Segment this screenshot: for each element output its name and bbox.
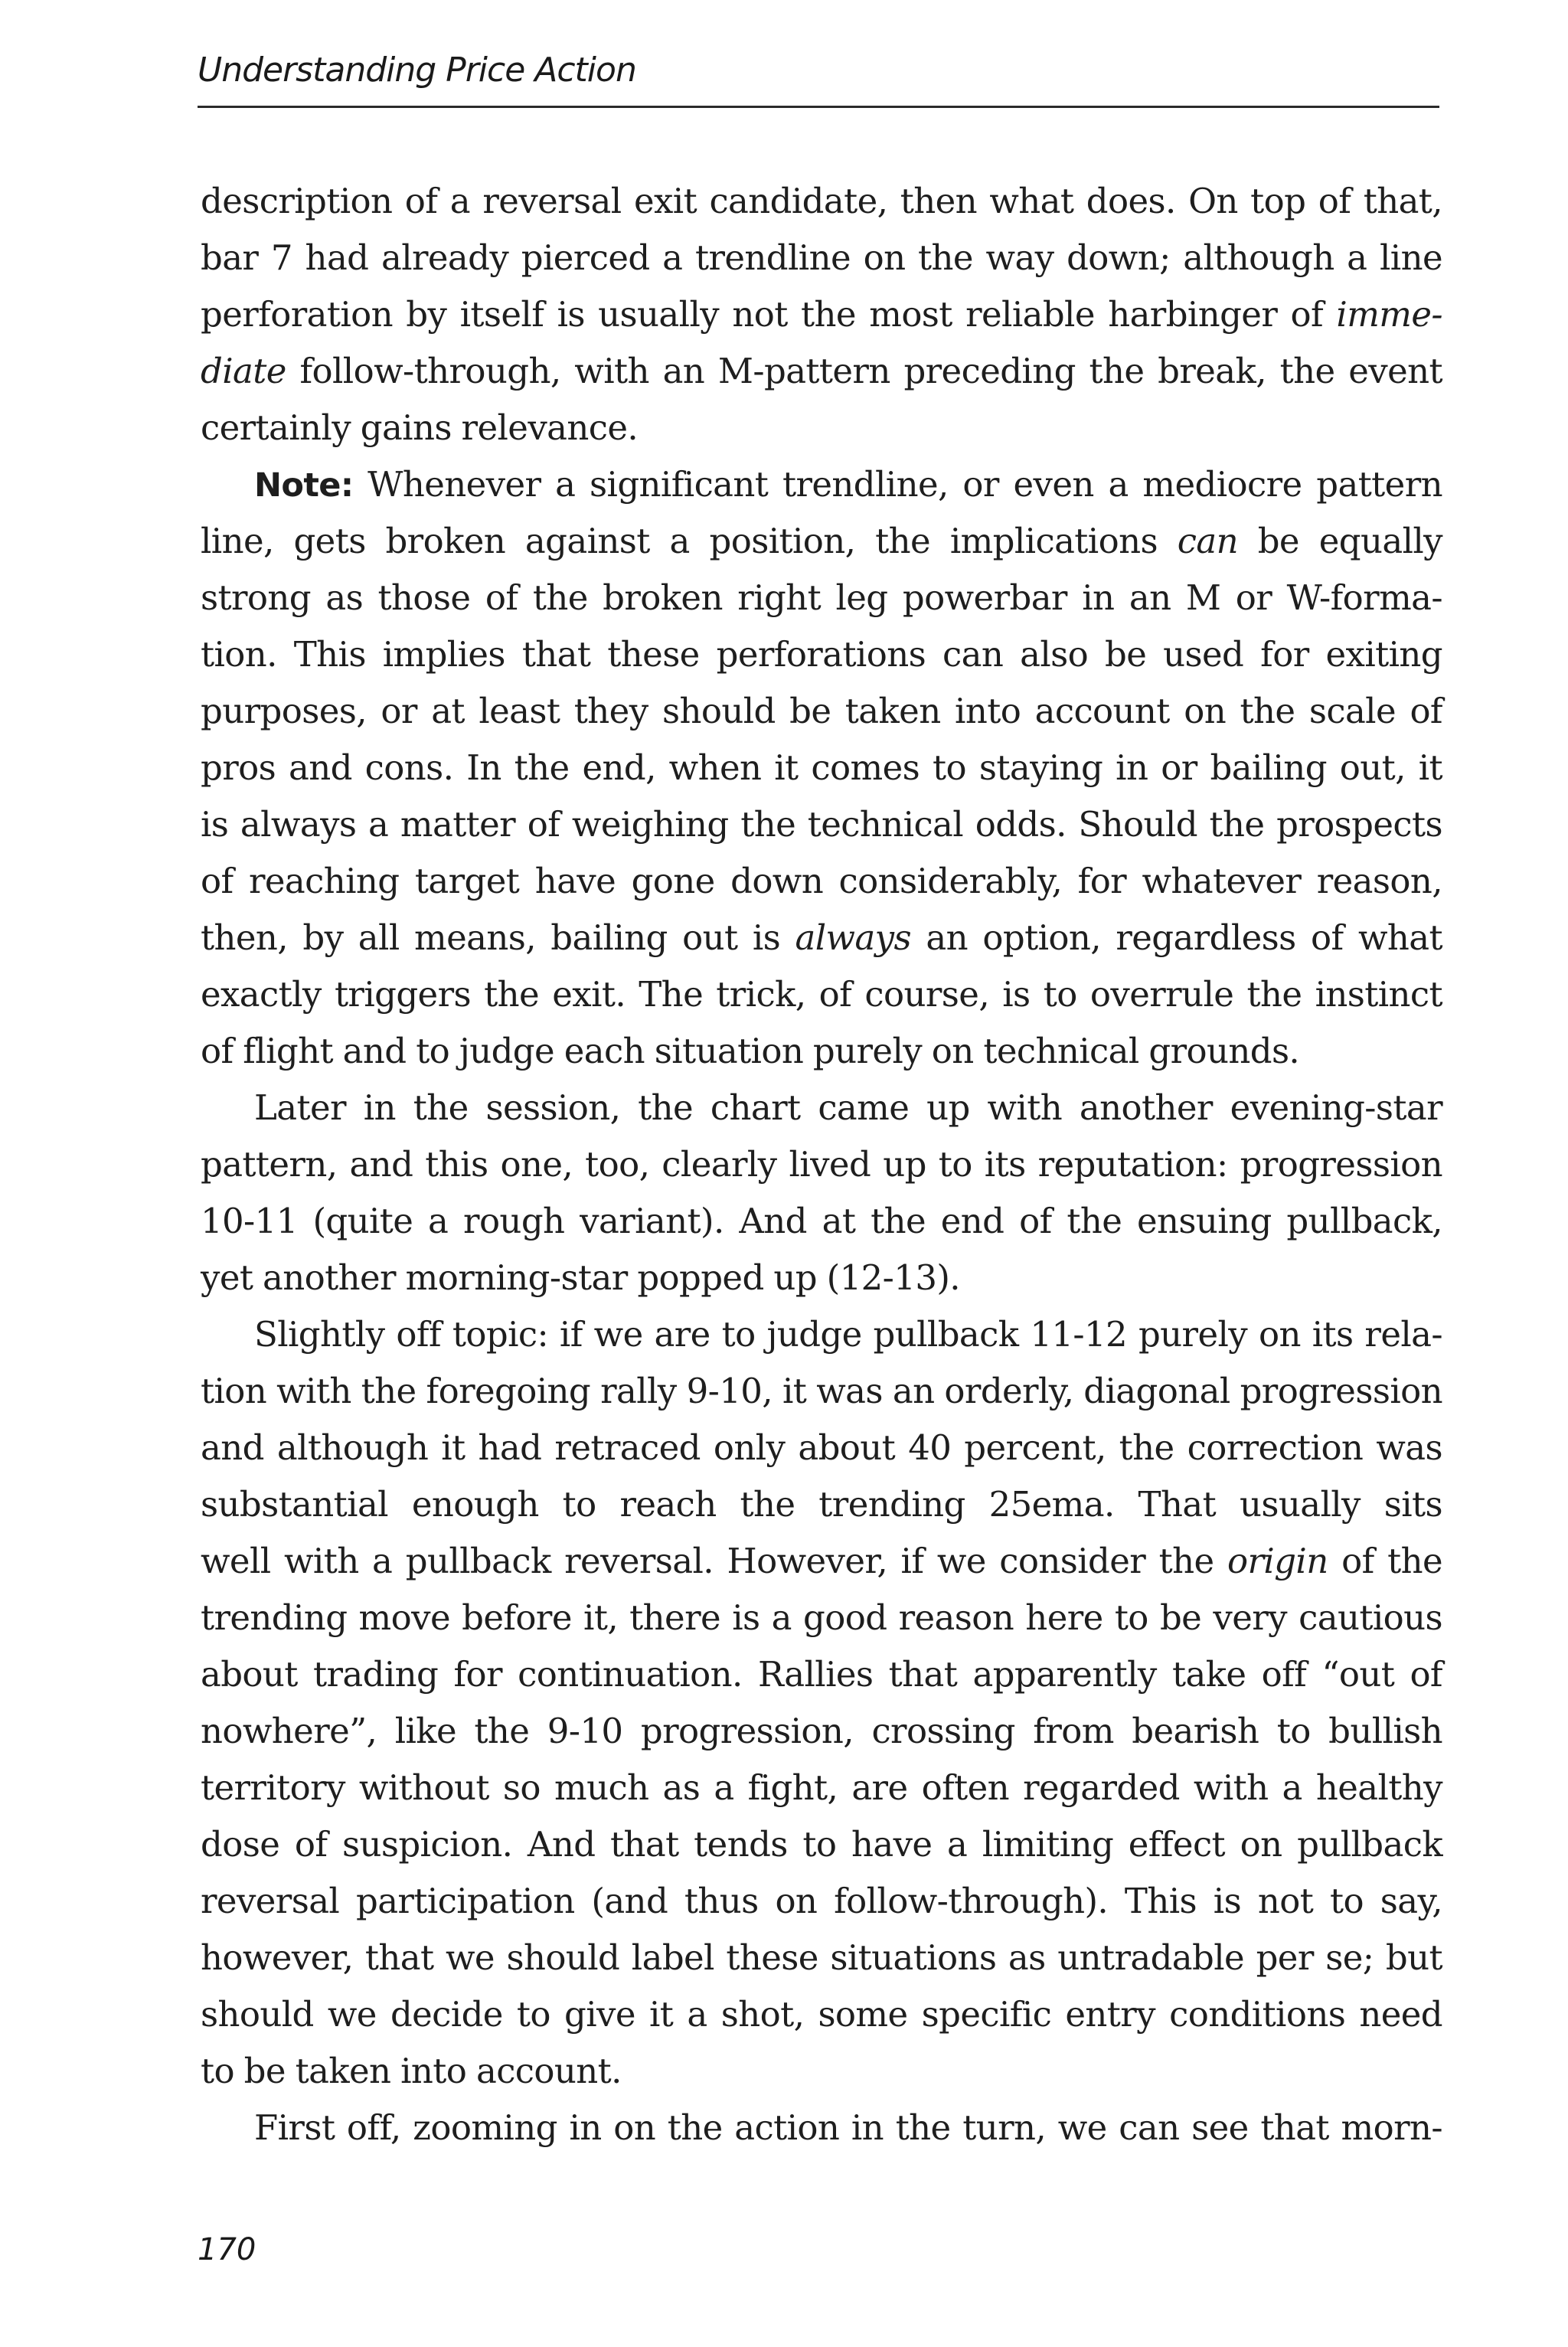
text-span: an option, regardless of what <box>911 917 1442 958</box>
text-line: substantial enough to reach the trending 25ema. That usually sits <box>201 1484 1442 1525</box>
text-span: line, gets broken against a position, the implications <box>201 521 1178 561</box>
text-line: of flight and to judge each situation purely on technical grounds. <box>201 1031 1300 1071</box>
text-line: certainly gains relevance. <box>201 407 639 448</box>
text-span: then, by all means, bailing out is <box>201 917 795 958</box>
note-label: Note: <box>254 466 354 505</box>
text-line: bar 7 had already pierced a trendline on the way down; although a line <box>201 237 1442 278</box>
italic-span: origin <box>1227 1541 1328 1581</box>
text-line: strong as those of the broken right leg powerbar in an M or W-forma- <box>201 577 1442 618</box>
text-line: and although it had retraced only about 40 percent, the correction was <box>201 1427 1442 1468</box>
italic-span: imme- <box>1336 294 1442 335</box>
text-line: First off, zooming in on the action in the turn, we can see that morn- <box>254 2107 1442 2148</box>
text-span: well with a pullback reversal. However, if we consider the <box>201 1541 1228 1581</box>
text-span: of the <box>1328 1541 1442 1581</box>
body-text <box>201 173 1442 2156</box>
text-line: to be taken into account. <box>201 2051 622 2091</box>
text-line: yet another morning-star popped up (12-13). <box>201 1257 961 1298</box>
text-line: nowhere”, like the 9-10 progression, crossing from bearish to bullish <box>201 1711 1442 1751</box>
text-line: pros and cons. In the end, when it comes to staying in or bailing out, it <box>201 747 1442 788</box>
text-line: about trading for continuation. Rallies that apparently take off “out of <box>201 1654 1442 1695</box>
text-line <box>201 1533 1442 1590</box>
text-line: Slightly off topic: if we are to judge pullback 11-12 purely on its rela- <box>254 1314 1442 1355</box>
text-line: trending move before it, there is a good reason here to be very cautious <box>201 1597 1442 1638</box>
text-span: perforation by itself is usually not the most reliable harbinger of <box>201 294 1324 335</box>
text-line: exactly triggers the exit. The trick, of course, is to overrule the instinct <box>201 974 1442 1015</box>
text-line: 10-11 (quite a rough variant). And at the end of the ensuing pullback, <box>201 1201 1442 1241</box>
text-line: dose of suspicion. And that tends to have a limiting effect on pullback <box>201 1824 1442 1865</box>
text-line: Later in the session, the chart came up with another evening-star <box>254 1087 1442 1128</box>
text-line: is always a matter of weighing the technical odds. Should the prospects <box>201 804 1442 845</box>
text-span: follow-through, with an M-pattern preceding the break, the event <box>286 351 1442 391</box>
text-line: tion with the foregoing rally 9-10, it was an orderly, diagonal progression <box>201 1371 1442 1411</box>
text-line <box>201 343 1442 400</box>
text-line <box>201 513 1442 570</box>
text-line: description of a reversal exit candidate, then what does. On top of that, <box>201 181 1442 221</box>
italic-span: can <box>1177 521 1238 561</box>
running-head: Understanding Price Action <box>198 51 636 90</box>
italic-span: always <box>795 917 911 958</box>
text-line: reversal participation (and thus on follow-through). This is not to say, <box>201 1881 1442 1921</box>
text-line: purposes, or at least they should be taken into account on the scale of <box>201 691 1442 731</box>
text-line <box>201 456 1442 513</box>
text-line: however, that we should label these situations as untradable per se; but <box>201 1937 1442 1978</box>
text-span: Whenever a significant trendline, or even a mediocre pattern <box>353 464 1442 505</box>
header-rule <box>198 106 1439 108</box>
italic-span: diate <box>201 351 286 391</box>
text-span: be equally <box>1237 521 1442 561</box>
page-number: 170 <box>198 2232 256 2267</box>
text-line: should we decide to give it a shot, some specific entry conditions need <box>201 1994 1442 2035</box>
text-line: territory without so much as a fight, are often regarded with a healthy <box>201 1767 1442 1808</box>
text-line <box>201 910 1442 966</box>
text-line: tion. This implies that these perforations can also be used for exiting <box>201 634 1442 675</box>
text-line: pattern, and this one, too, clearly lived up to its reputation: progression <box>201 1144 1442 1185</box>
text-line <box>201 286 1442 343</box>
text-line: of reaching target have gone down considerably, for whatever reason, <box>201 861 1442 901</box>
